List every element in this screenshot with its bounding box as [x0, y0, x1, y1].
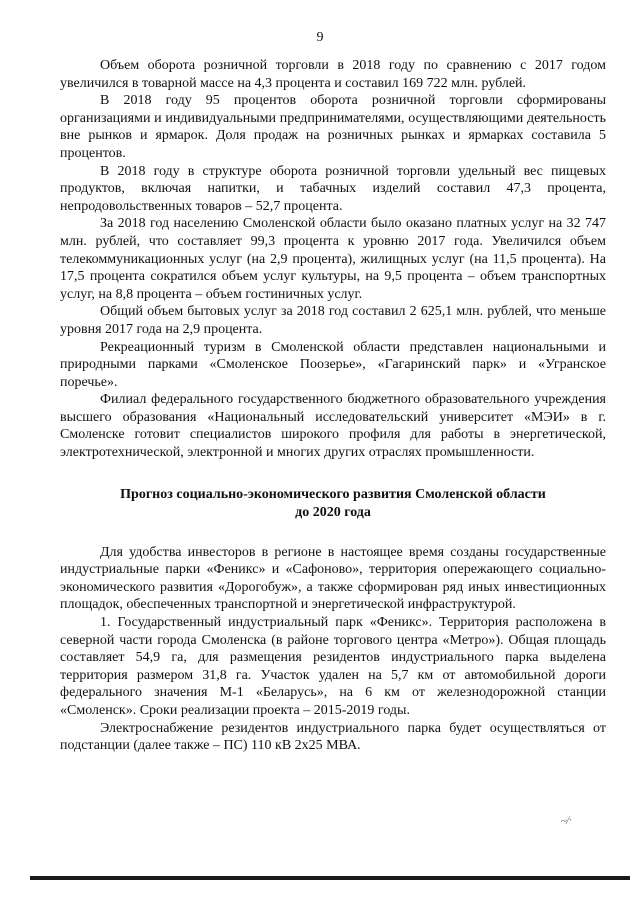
- document-body: [60, 57, 606, 755]
- paragraph-tourism: Рекреационный туризм в Смоленской области представлен национальными и природными парками «Смоленское Поозерье», «Гагаринский парк» и «Угранское поречье».: [60, 339, 606, 390]
- section-heading-line-2: до 2020 года: [295, 504, 371, 520]
- section-heading-line-1: Прогноз социально-экономического развития Смоленской области: [120, 486, 546, 502]
- paragraph-food-share: В 2018 году в структуре оборота розничной торговли удельный вес пищевых продуктов, включая напитки, и табачных изделий составил 47,3 процента, непродовольственных товаров – 52,7 процента.: [60, 163, 606, 214]
- paragraph-mei-branch: Филиал федерального государственного бюджетного образовательного учреждения высшего образования «Национальный исследовательский университет «МЭИ» в г. Смоленске готовит специалистов широкого профиля для работы в энергетической, электротехнической, электронной и многих других отраслях промышленности.: [60, 392, 606, 461]
- paragraph-power-supply: Электроснабжение резидентов индустриального парка будет осуществляться от подстанции (далее также – ПС) 110 кВ 2х25 МВА.: [60, 720, 606, 754]
- paragraph-retail-volume: Объем оборота розничной торговли в 2018 году по сравнению с 2017 годом увеличился в товарной массе на 4,3 процента и составил 169 722 млн. рублей.: [60, 58, 606, 91]
- section-heading: [60, 486, 606, 522]
- paragraph-paid-services: За 2018 год населению Смоленской области было оказано платных услуг на 32 747 млн. рублей, что составляет 99,3 процента к уровню 2017 года. Увеличился объем телекоммуникационных услуг (на 2,9 процента), жилищных услуг (на 11,5 процента). На 17,5 процента сократился объем услуг культуры, на 9,5 процента – объем транспортных услуг, на 8,8 процента – объем гостиничных услуг.: [60, 216, 606, 302]
- paragraph-phoenix-park: 1. Государственный индустриальный парк «Феникс». Территория расположена в северной части города Смоленска (в районе торгового центра «Метро»). Общая площадь составляет 54,9 га, для размещения резидентов индустриального парка выделена территория размером 31,8 га. Участок удален на 5,7 км от автомобильной дороги федерального значения М-1 «Беларусь», на 6 км от железнодорожной станции «Смоленск». Сроки реализации проекта – 2015-2019 годы.: [60, 615, 606, 718]
- scan-edge-rule: [30, 876, 630, 880]
- page-number: 9: [316, 30, 324, 45]
- paragraph-household-services: Общий объем бытовых услуг за 2018 год составил 2 625,1 млн. рублей, что меньше уровня 2017 года на 2,9 процента.: [60, 304, 606, 337]
- handwritten-mark: ~⁄·: [560, 814, 574, 828]
- paragraph-retail-structure: В 2018 году 95 процентов оборота розничной торговли сформированы организациями и индивидуальными предпринимателями, осуществляющими деятельность вне рынков и ярмарок. Доля продаж на розничных рынках и ярмарках составила 5 процентов.: [60, 93, 606, 161]
- paragraph-investors: Для удобства инвесторов в регионе в настоящее время созданы государственные индустриальные парки «Феникс» и «Сафоново», территория опережающего социально-экономического развития «Дорогобуж», а также сформирован ряд иных инвестиционных площадок, обеспеченных транспортной и энергетической инфраструктурой.: [60, 544, 606, 613]
